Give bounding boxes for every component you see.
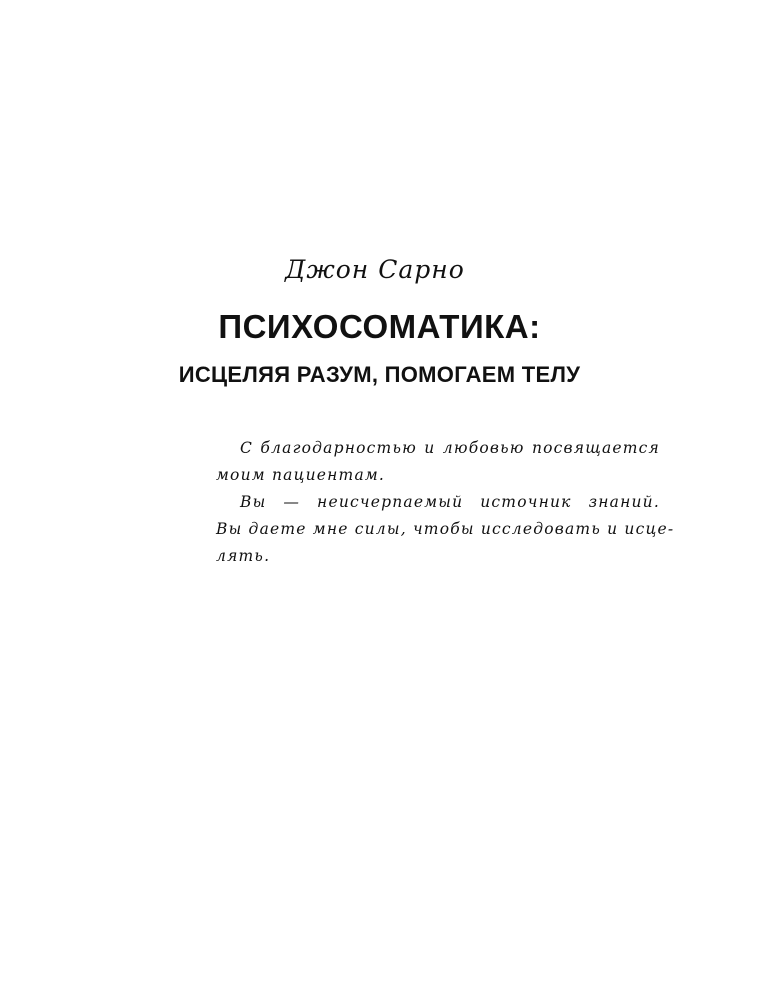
- book-subtitle: ИСЦЕЛЯЯ РАЗУМ, ПОМОГАЕМ ТЕЛУ: [178, 362, 581, 387]
- dedication-line: Вы — неисчерпаемый источник знаний.: [240, 493, 660, 511]
- dedication-line: моим пациентам.: [216, 466, 386, 484]
- dedication: [216, 435, 675, 570]
- dedication-line: лять.: [216, 547, 271, 565]
- author-name: Джон Сарно: [285, 255, 465, 284]
- book-title: ПСИХОСОМАТИКА:: [218, 308, 541, 345]
- dedication-line: С благодарностью и любовью посвящается: [240, 439, 660, 457]
- dedication-line: Вы даете мне силы, чтобы исследовать и исце-: [216, 520, 675, 538]
